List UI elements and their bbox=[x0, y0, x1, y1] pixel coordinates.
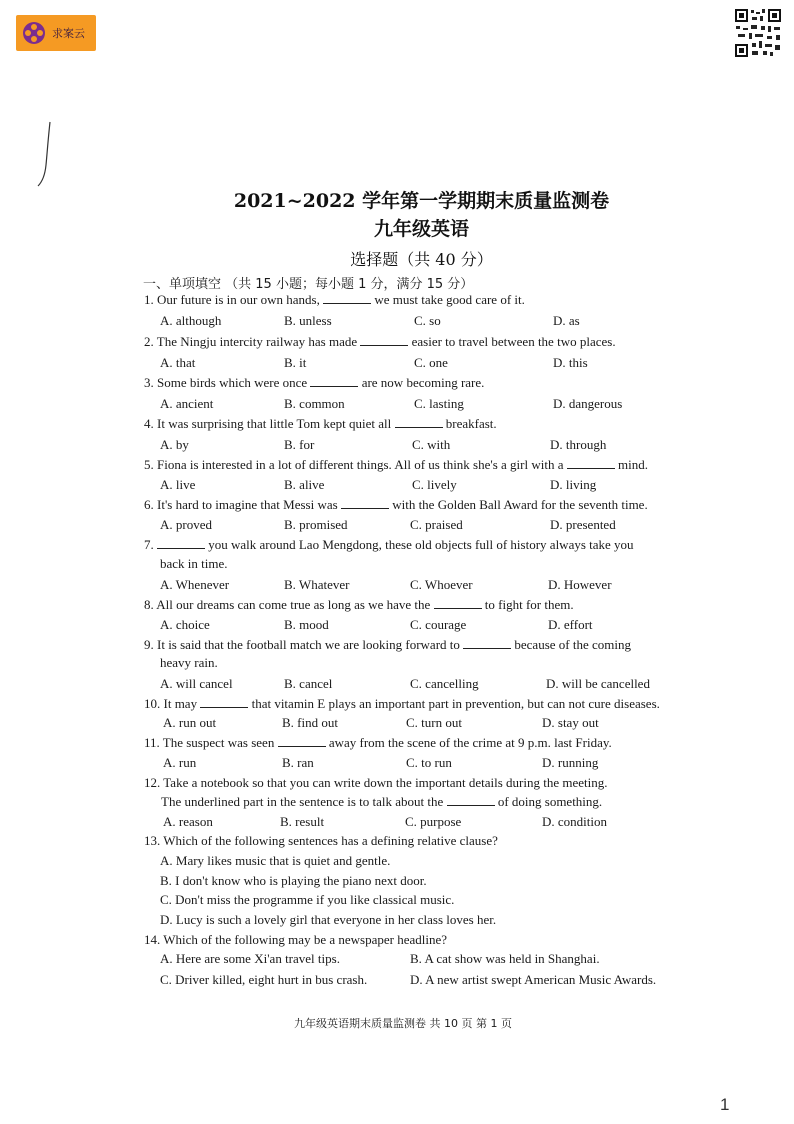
page-number: 1 bbox=[720, 1095, 730, 1114]
answer-option: C. Don't miss the programme if you like classical music. bbox=[160, 892, 455, 907]
question-stem: 4. It was surprising that little Tom kept quiet all breakfast. bbox=[144, 416, 497, 431]
badge-text: 求案云 bbox=[52, 27, 85, 40]
answer-option: A. Here are some Xi'an travel tips. bbox=[160, 951, 340, 966]
answer-option: D. effort bbox=[548, 617, 593, 632]
answer-option: C. one bbox=[414, 355, 448, 370]
qr-code-icon bbox=[734, 8, 782, 58]
answer-option: D. A new artist swept American Music Awards. bbox=[410, 972, 657, 987]
answer-blank bbox=[341, 497, 389, 509]
question-stem: 1. Our future is in our own hands, we must take good care of it. bbox=[144, 292, 525, 307]
answer-option: D. will be cancelled bbox=[546, 676, 650, 691]
answer-option: A. Whenever bbox=[160, 577, 230, 592]
answer-option: C. cancelling bbox=[410, 676, 479, 691]
answer-option: A. Mary likes music that is quiet and gentle. bbox=[160, 853, 391, 868]
question-stem: 8. All our dreams can come true as long as we have the to fight for them. bbox=[144, 597, 574, 612]
answer-option: A. choice bbox=[160, 617, 210, 632]
answer-blank bbox=[447, 794, 495, 806]
answer-blank bbox=[310, 375, 358, 387]
answer-blank bbox=[463, 637, 511, 649]
question-stem: The underlined part in the sentence is to talk about the of doing something. bbox=[161, 794, 603, 809]
answer-option: D. dangerous bbox=[553, 396, 623, 411]
question-stem: 12. Take a notebook so that you can write down the important details during the meeting. bbox=[144, 775, 608, 790]
answer-option: D. living bbox=[550, 477, 597, 492]
section-heading: 一、单项填空 （共 15 小题；每小题 1 分，满分 15 分） bbox=[143, 277, 474, 292]
answer-option: C. lasting bbox=[414, 396, 464, 411]
exam-subtitle: 九年级英语 bbox=[373, 218, 469, 240]
answer-option: C. to run bbox=[406, 755, 452, 770]
answer-option: D. However bbox=[548, 577, 612, 592]
answer-option: B. find out bbox=[282, 715, 338, 730]
answer-option: A. proved bbox=[160, 517, 212, 532]
answer-option: C. purpose bbox=[405, 814, 462, 829]
answer-option: C. courage bbox=[410, 617, 467, 632]
answer-option: C. Whoever bbox=[410, 577, 473, 592]
answer-blank bbox=[157, 537, 205, 549]
question-stem: 11. The suspect was seen away from the scene of the crime at 9 p.m. last Friday. bbox=[144, 735, 612, 750]
answer-option: C. lively bbox=[412, 477, 457, 492]
pen-mark bbox=[34, 120, 54, 190]
answer-blank bbox=[200, 696, 248, 708]
question-stem: 2. The Ningju intercity railway has made easier to travel between the two places. bbox=[144, 334, 616, 349]
answer-option: C. praised bbox=[410, 517, 463, 532]
answer-option: D. as bbox=[553, 313, 580, 328]
answer-option: C. Driver killed, eight hurt in bus crash. bbox=[160, 972, 368, 987]
answer-option: A. that bbox=[160, 355, 196, 370]
question-stem: 5. Fiona is interested in a lot of different things. All of us think she's a girl with a mind. bbox=[144, 457, 648, 472]
question-stem: 14. Which of the following may be a newspaper headline? bbox=[144, 932, 447, 947]
answer-option: A. will cancel bbox=[160, 676, 233, 691]
answer-blank bbox=[567, 457, 615, 469]
question-stem: heavy rain. bbox=[160, 655, 218, 670]
answer-option: D. running bbox=[542, 755, 599, 770]
answer-option: B. mood bbox=[284, 617, 329, 632]
answer-blank bbox=[434, 597, 482, 609]
answer-option: C. so bbox=[414, 313, 441, 328]
question-stem: back in time. bbox=[160, 556, 228, 571]
answer-option: D. presented bbox=[550, 517, 616, 532]
answer-option: D. Lucy is such a lovely girl that everyone in her class loves her. bbox=[160, 912, 497, 927]
answer-option: B. alive bbox=[284, 477, 325, 492]
answer-option: D. stay out bbox=[542, 715, 599, 730]
answer-option: B. promised bbox=[284, 517, 348, 532]
answer-option: B. ran bbox=[282, 755, 314, 770]
question-stem: 13. Which of the following sentences has a defining relative clause? bbox=[144, 833, 498, 848]
answer-blank bbox=[278, 735, 326, 747]
answer-option: C. turn out bbox=[406, 715, 462, 730]
answer-option: B. result bbox=[280, 814, 325, 829]
exam-title: 2021~2022 学年第一学期期末质量监测卷 bbox=[233, 190, 610, 212]
answer-option: B. cancel bbox=[284, 676, 333, 691]
answer-blank bbox=[395, 416, 443, 428]
answer-option: A. ancient bbox=[160, 396, 214, 411]
question-stem: 9. It is said that the football match we are looking forward to because of the coming bbox=[144, 637, 631, 652]
page-footer: 九年级英语期末质量监测卷 共 10 页 第 1 页 bbox=[294, 1017, 512, 1030]
answer-option: B. unless bbox=[284, 313, 332, 328]
answer-option: A. by bbox=[160, 437, 189, 452]
answer-blank bbox=[323, 292, 371, 304]
part-heading: 选择题（共 40 分） bbox=[350, 250, 493, 269]
answer-option: D. through bbox=[550, 437, 607, 452]
answer-option: B. A cat show was held in Shanghai. bbox=[410, 951, 600, 966]
question-stem: 10. It may that vitamin E plays an important part in prevention, but can not cure diseases. bbox=[144, 696, 660, 711]
answer-option: A. live bbox=[160, 477, 196, 492]
answer-option: B. it bbox=[284, 355, 307, 370]
answer-option: D. this bbox=[553, 355, 588, 370]
answer-option: A. although bbox=[160, 313, 222, 328]
watermark-badge bbox=[16, 15, 96, 51]
answer-option: C. with bbox=[412, 437, 451, 452]
answer-blank bbox=[360, 334, 408, 346]
answer-option: D. condition bbox=[542, 814, 607, 829]
answer-option: A. run out bbox=[163, 715, 217, 730]
question-stem: 6. It's hard to imagine that Messi was with the Golden Ball Award for the seventh time. bbox=[144, 497, 648, 512]
answer-option: B. Whatever bbox=[284, 577, 350, 592]
answer-option: B. for bbox=[284, 437, 315, 452]
answer-option: B. I don't know who is playing the piano next door. bbox=[160, 873, 427, 888]
answer-option: A. run bbox=[163, 755, 197, 770]
answer-option: A. reason bbox=[163, 814, 213, 829]
answer-option: B. common bbox=[284, 396, 345, 411]
question-stem: 7. you walk around Lao Mengdong, these old objects full of history always take you bbox=[144, 537, 634, 552]
question-stem: 3. Some birds which were once are now becoming rare. bbox=[144, 375, 485, 390]
logo-icon bbox=[23, 22, 45, 44]
